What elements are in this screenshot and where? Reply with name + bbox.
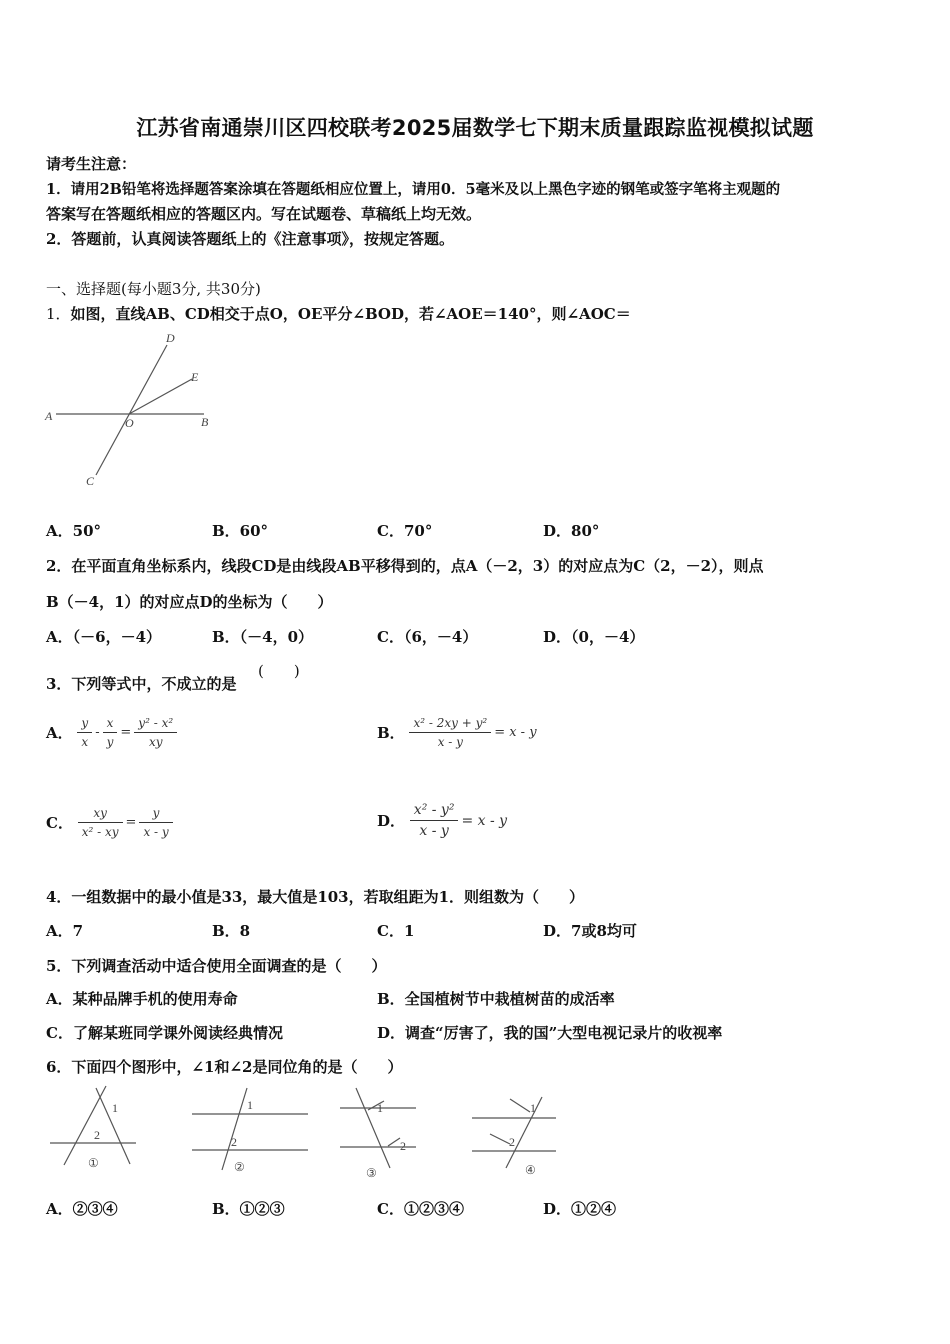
section-heading: 一、选择题(每小题3分, 共30分)	[46, 280, 261, 298]
frac-y-over-x: $\frac{y}{x}$	[77, 716, 92, 749]
q4-option-b: B．8	[212, 922, 251, 940]
label-c: C	[86, 474, 95, 488]
svg-text:2: 2	[400, 1139, 406, 1153]
figure-4	[472, 1097, 556, 1177]
label-a: A	[45, 409, 53, 423]
q3-paren: ( )	[258, 662, 300, 680]
svg-text:1: 1	[247, 1098, 253, 1112]
figure-3-label: ③	[366, 1166, 377, 1180]
figure-3	[340, 1088, 416, 1180]
q3-option-d: D． $\frac{\text{x² - y²}}{x - y}$ = x - y	[377, 802, 508, 839]
q5-option-b: B．全国植树节中栽植树苗的成活率	[377, 990, 615, 1008]
q6-option-a: A．②③④	[46, 1200, 118, 1218]
label-o: O	[125, 416, 134, 430]
q3-stem: 3．下列等式中，不成立的是	[46, 675, 237, 693]
q4-option-d: D．7或8均可	[543, 922, 637, 940]
figure-4-label: ④	[525, 1163, 536, 1177]
svg-text:2: 2	[509, 1135, 515, 1149]
q2-line-2: B（－4，1）的对应点D的坐标为（ ）	[46, 593, 333, 611]
notice-line-1: 1．请用2B铅笔将选择题答案涂填在答题纸相应位置上，请用0．5毫米及以上黑色字迹的钢笔或签字笔将主观题的	[46, 181, 781, 198]
frac-rhs: $\frac{\text{y² - x²}}{xy}$	[134, 716, 177, 749]
q4-option-a: A．7	[46, 922, 84, 940]
q6-option-d: D．①②④	[543, 1200, 617, 1218]
q6-stem: 6．下面四个图形中，∠1和∠2是同位角的是（ ）	[46, 1058, 403, 1076]
q1-option-a: A．50°	[46, 522, 102, 540]
q1-option-c: C．70°	[377, 522, 433, 540]
q2-option-d: D．（0，－4）	[543, 628, 645, 646]
q1-option-b: B．60°	[212, 522, 269, 540]
figure-1-label: ①	[88, 1156, 99, 1170]
q2-option-b: B．（－4，0）	[212, 628, 314, 646]
frac-lhs: $\frac{\text{x² - 2xy + y²}}{x - y}$	[409, 716, 491, 749]
line-cd	[96, 345, 167, 475]
angle-2-label: 2	[94, 1128, 100, 1142]
figure-2	[192, 1088, 308, 1174]
q3-option-b: B． $\frac{\text{x² - 2xy + y²}}{x - y}$ = x - y	[377, 716, 537, 749]
notice-line-3: 2．答题前，认真阅读答题纸上的《注意事项》，按规定答题。	[46, 230, 454, 248]
q3-option-d-label: D．	[377, 812, 406, 830]
q4-option-c: C．1	[377, 922, 415, 940]
label-b: B	[201, 415, 209, 429]
q5-option-d: D．调查“厉害了，我的国”大型电视记录片的收视率	[377, 1024, 723, 1042]
svg-text:2: 2	[231, 1135, 237, 1149]
frac-lhs: $\frac{\text{x² - y²}}{x - y}$	[410, 802, 459, 839]
q5-option-c: C．了解某班同学课外阅读经典情况	[46, 1024, 283, 1042]
q6-figures	[44, 1082, 584, 1182]
frac-lhs: $\frac{xy}{\text{x² - xy}}$	[78, 806, 123, 839]
frac-x-over-y: $\frac{x}{y}$	[103, 716, 118, 749]
q2-option-a: A．（－6，－4）	[46, 628, 162, 646]
q5-stem: 5．下列调查活动中适合使用全面调查的是（ ）	[46, 957, 387, 975]
q1-option-d: D．80°	[543, 522, 600, 540]
q5-option-a: A．某种品牌手机的使用寿命	[46, 990, 238, 1008]
figure-1	[50, 1086, 136, 1170]
q1-number: 1．	[46, 305, 71, 323]
q3-option-a: A． $\frac{y}{x}$ - $\frac{x}{y}$ = $\frac{\text{y² - x²}}{xy}$	[46, 716, 177, 749]
label-d: D	[166, 331, 175, 345]
q2-line-1: 2．在平面直角坐标系内，线段CD是由线段AB平移得到的，点A（－2，3）的对应点为C（2，－2），则点	[46, 557, 764, 575]
q6-option-c: C．①②③④	[377, 1200, 464, 1218]
q4-stem: 4．一组数据中的最小值是33，最大值是103，若取组距为1．则组数为（ ）	[46, 888, 585, 906]
svg-text:1: 1	[530, 1101, 536, 1115]
frac-rhs: $\frac{y}{x - y}$	[139, 806, 172, 839]
figure-2-label: ②	[234, 1160, 245, 1174]
q3-option-c: C． $\frac{xy}{\text{x² - xy}}$ = $\frac{y}{x - y}$	[46, 806, 173, 839]
svg-text:1: 1	[377, 1101, 383, 1115]
q1-stem: 如图，直线AB、CD相交于点O，OE平分∠BOD，若∠AOE＝140°，则∠AOC＝	[70, 305, 631, 323]
notice-heading: 请考生注意：	[46, 155, 137, 173]
angle-1-label: 1	[112, 1101, 118, 1115]
q3-option-b-label: B．	[377, 724, 405, 742]
q2-option-c: C．（6，－4）	[377, 628, 478, 646]
q1-text	[46, 303, 631, 324]
q1-figure	[44, 330, 214, 490]
label-e: E	[191, 370, 199, 384]
q6-option-b: B．①②③	[212, 1200, 285, 1218]
q3-option-a-label: A．	[46, 724, 73, 742]
q3-option-c-label: C．	[46, 814, 73, 832]
page-title: 江苏省南通崇川区四校联考2025届数学七下期末质量跟踪监视模拟试题	[136, 116, 814, 140]
notice-line-2: 答案写在答题纸相应的答题区内。写在试题卷、草稿纸上均无效。	[46, 205, 482, 223]
